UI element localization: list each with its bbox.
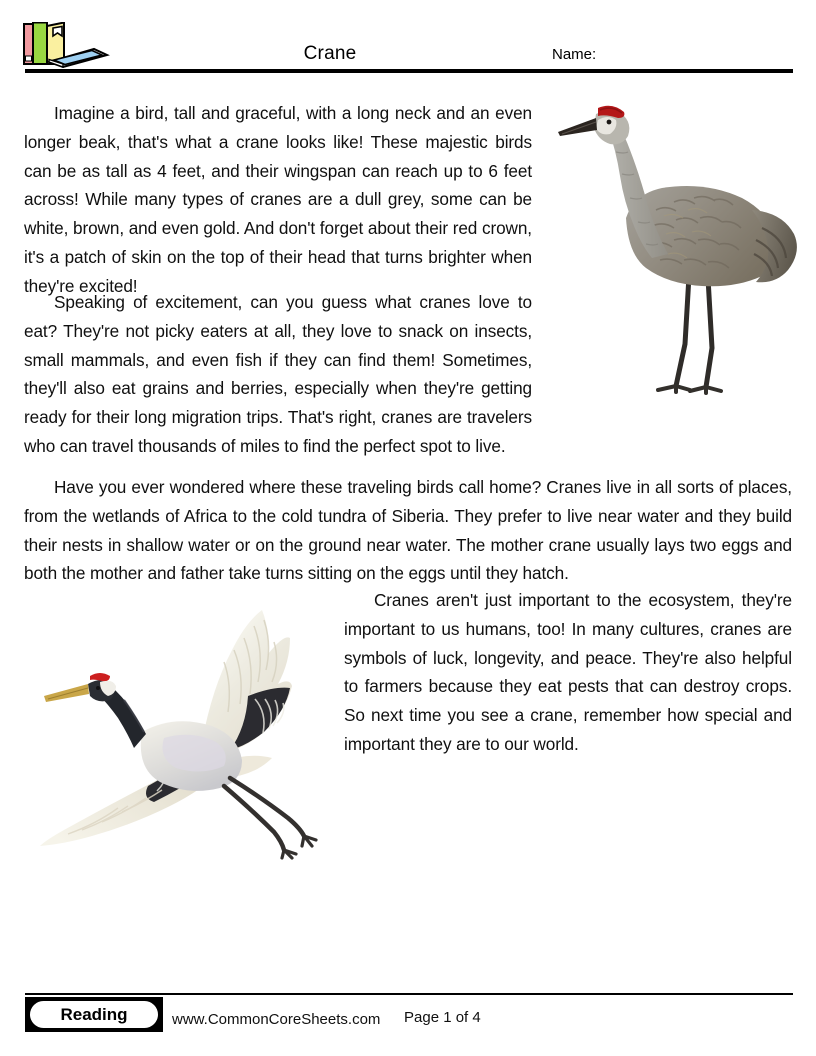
footer-page-number: Page 1 of 4 (404, 1009, 481, 1026)
books-icon (22, 22, 110, 68)
flying-crane-photo (24, 592, 336, 862)
standing-crane-photo (556, 98, 804, 398)
name-label: Name: (552, 46, 597, 63)
subject-badge (25, 997, 163, 1032)
passage-paragraph-3: Have you ever wondered where these traveling birds call home? Cranes live in all sorts of places, from the wetlands of Africa to the cold tundra of Siberia. They prefer to live near water and they build their nests in shallow water or on the ground near water. The mother crane usually lays two eggs and both the mother and father take turns sitting on the eggs until they hatch. (24, 477, 792, 584)
worksheet-header (0, 0, 816, 78)
header-divider (25, 69, 793, 73)
footer-website-link[interactable]: www.CommonCoreSheets.com (172, 1011, 381, 1028)
passage-paragraph-2: Speaking of excitement, can you guess what cranes love to eat? They're not picky eaters at all, they love to snack on insects, small mammals, and even fish if they can find them! Sometimes, they'll also eat grains and berries, especially when they're getting ready for their long migration trips. That's right, cranes are travelers who can travel thousands of miles to find the perfect spot to live. (24, 292, 532, 456)
name-input-blank[interactable] (610, 46, 790, 64)
passage-paragraph-4: Cranes aren't just important to the ecosystem, they're important to us humans, too! In many cultures, cranes are symbols of luck, longevity, and peace. They're also helpful to farmers because they eat pests that can destroy crops. So next time you see a crane, remember how special and important they are to our world. (344, 590, 792, 754)
passage-paragraph-1: Imagine a bird, tall and graceful, with a long neck and an even longer beak, that's what a crane looks like! These majestic birds can be as tall as 4 feet, and their wingspan can reach up to 6 feet across! While many types of cranes are a dull grey, some can be white, brown, and even gold. And don't forget about their red crown, it's a patch of skin on the top of their head that turns brighter when they're excited! (24, 103, 532, 296)
subject-badge-label: Reading (60, 1005, 128, 1024)
page-title: Crane (303, 43, 357, 64)
subject-badge-pill (30, 1001, 158, 1028)
footer-divider (25, 993, 793, 995)
